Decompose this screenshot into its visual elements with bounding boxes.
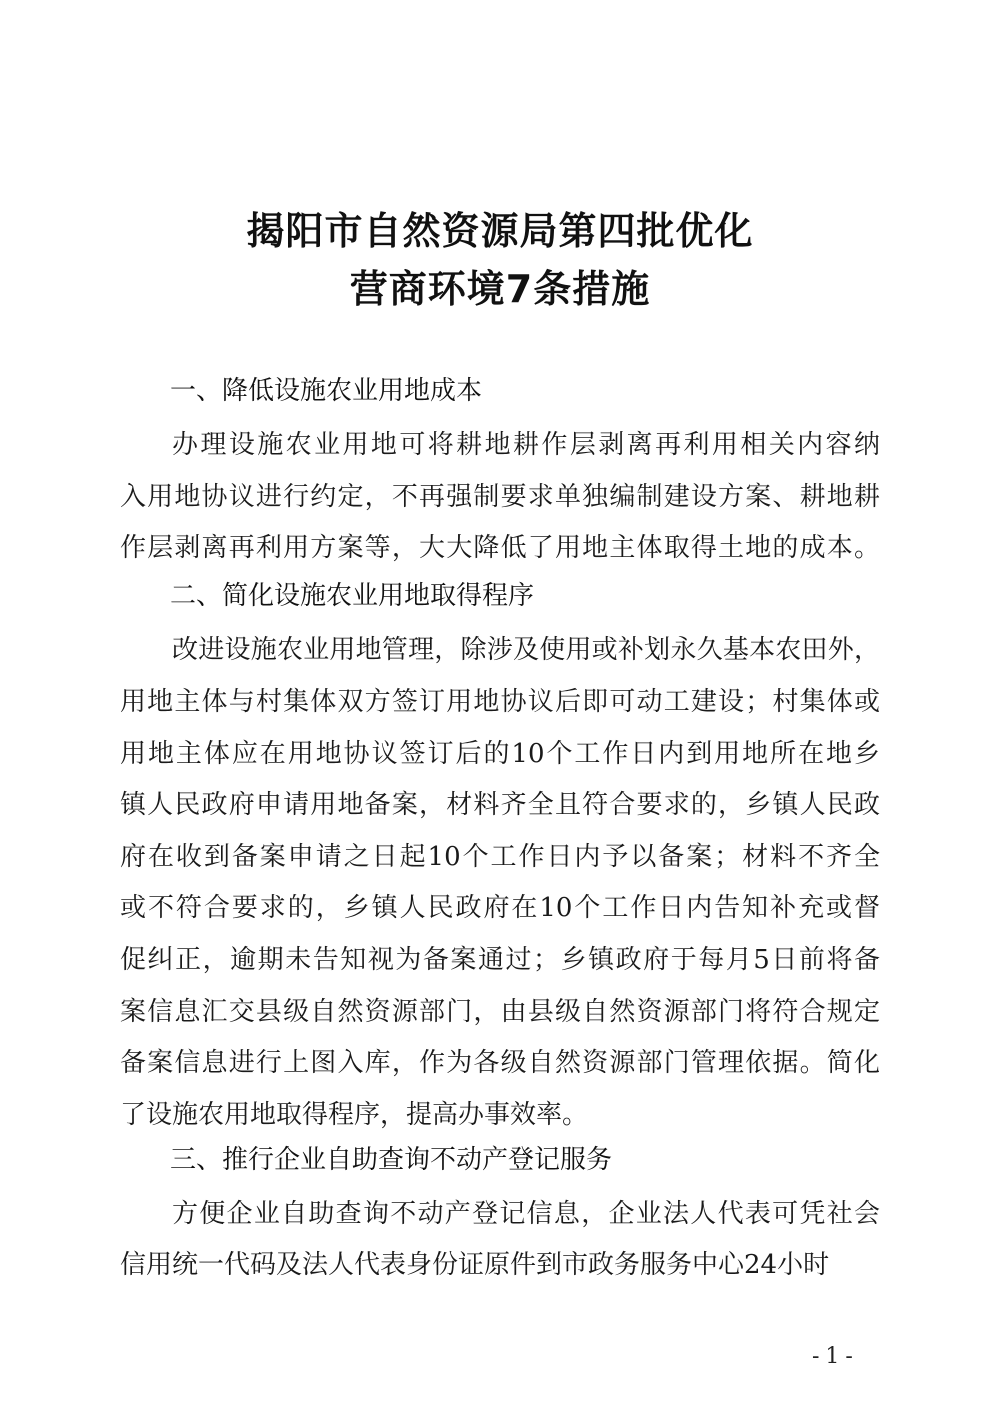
section-2-line-4: 镇人民政府申请用地备案，材料齐全且符合要求的，乡镇人民政: [120, 790, 880, 820]
section-2-line-8: 案信息汇交县级自然资源部门，由县级自然资源部门将符合规定: [120, 997, 880, 1027]
section-2-line-9: 备案信息进行上图入库，作为各级自然资源部门管理依据。简化: [120, 1048, 880, 1078]
section-1-heading: 一、降低设施农业用地成本: [170, 376, 483, 406]
section-3-heading: 三、推行企业自助查询不动产登记服务: [170, 1145, 613, 1175]
section-2-line-6: 或不符合要求的，乡镇人民政府在10个工作日内告知补充或督: [120, 893, 880, 923]
section-1-line-1: 办理设施农业用地可将耕地耕作层剥离再利用相关内容纳: [172, 430, 880, 460]
document-title-line-2: 营商环境7条措施: [349, 267, 651, 311]
document-title-line-1: 揭阳市自然资源局第四批优化: [246, 209, 754, 253]
page-number: -1-: [812, 1344, 859, 1369]
section-2-line-10: 了设施农用地取得程序，提高办事效率。: [120, 1100, 589, 1130]
section-3-line-2: 信用统一代码及法人代表身份证原件到市政务服务中心24小时: [120, 1250, 830, 1280]
section-2-line-3: 用地主体应在用地协议签订后的10个工作日内到用地所在地乡: [120, 739, 880, 769]
section-2-line-1: 改进设施农业用地管理，除涉及使用或补划永久基本农田外，: [172, 635, 880, 665]
section-2-heading: 二、简化设施农业用地取得程序: [170, 581, 535, 611]
section-2-line-2: 用地主体与村集体双方签订用地协议后即可动工建设；村集体或: [120, 687, 880, 717]
section-2-line-5: 府在收到备案申请之日起10个工作日内予以备案；材料不齐全: [120, 842, 880, 872]
section-2-line-7: 促纠正，逾期未告知视为备案通过；乡镇政府于每月5日前将备: [120, 945, 880, 975]
section-3-line-1: 方便企业自助查询不动产登记信息，企业法人代表可凭社会: [172, 1199, 880, 1229]
section-1-line-2: 入用地协议进行约定，不再强制要求单独编制建设方案、耕地耕: [120, 482, 880, 512]
section-1-line-3: 作层剥离再利用方案等，大大降低了用地主体取得土地的成本。: [120, 533, 880, 563]
